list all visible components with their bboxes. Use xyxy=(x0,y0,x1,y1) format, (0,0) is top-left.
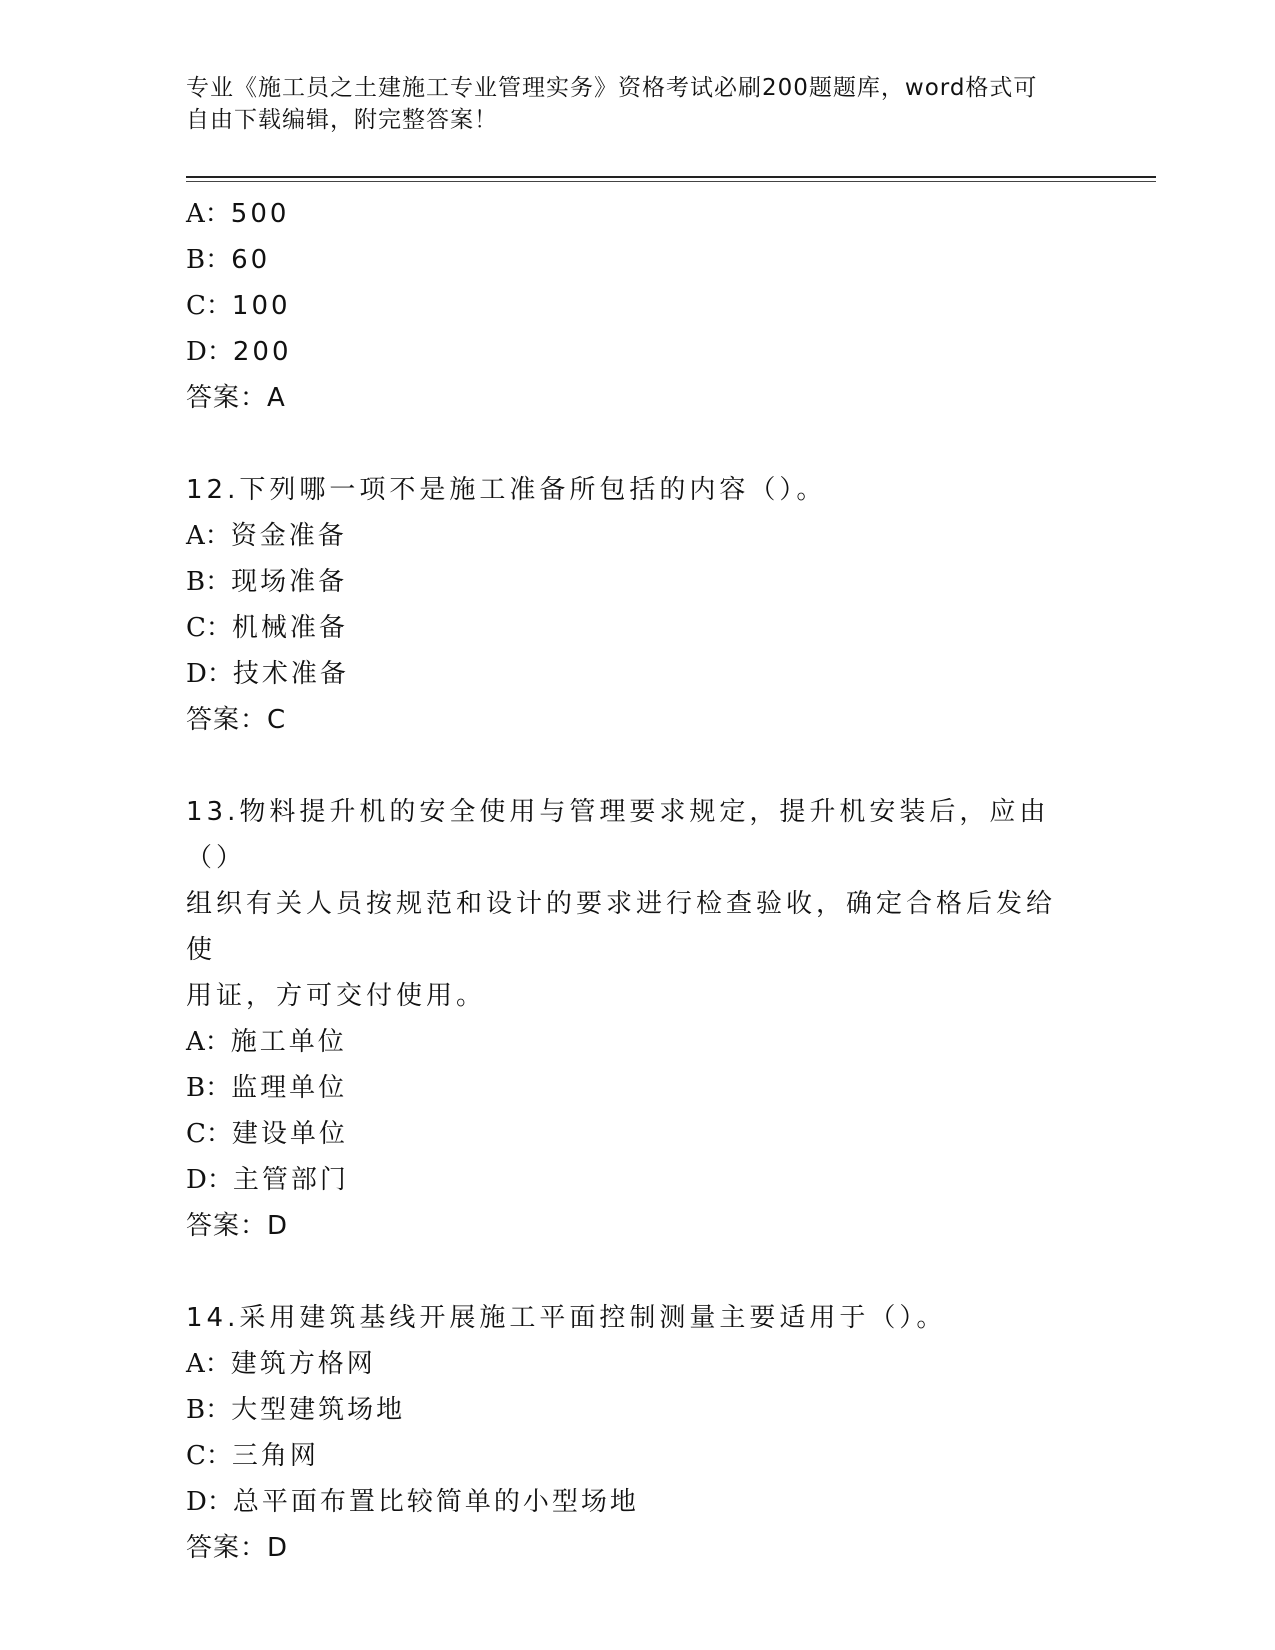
answer-line: 答案：C xyxy=(186,705,287,735)
question-text-line-1: 13.物料提升机的安全使用与管理要求规定，提升机安装后，应由（） xyxy=(186,797,1050,873)
header-line-1: 专业《施工员之土建施工专业管理实务》资格考试必刷200题题库，word格式可 xyxy=(186,75,1038,101)
question-block-11 xyxy=(186,191,1086,421)
option-b: B：监理单位 xyxy=(186,1073,348,1103)
option-d: D：主管部门 xyxy=(186,1165,349,1195)
option-b: B：大型建筑场地 xyxy=(186,1395,406,1425)
option-b: B：60 xyxy=(186,245,271,275)
header-rule-thin xyxy=(186,181,1156,182)
option-a: A：建筑方格网 xyxy=(186,1349,376,1379)
spacer xyxy=(186,421,1086,467)
answer-line: 答案：D xyxy=(186,1533,289,1563)
question-block-14 xyxy=(186,1295,1086,1571)
question-list xyxy=(186,191,1086,1571)
answer-line: 答案：D xyxy=(186,1211,289,1241)
option-d: D：技术准备 xyxy=(186,659,349,689)
answer-line: 答案：A xyxy=(186,383,286,413)
spacer xyxy=(186,1249,1086,1295)
spacer xyxy=(186,743,1086,789)
question-text-line-2: 组织有关人员按规范和设计的要求进行检查验收，确定合格后发给使 xyxy=(186,889,1057,965)
option-b: B：现场准备 xyxy=(186,567,348,597)
question-block-12 xyxy=(186,467,1086,743)
option-c: C：三角网 xyxy=(186,1441,319,1471)
question-text-line-3: 用证，方可交付使用。 xyxy=(186,981,487,1011)
option-c: C：建设单位 xyxy=(186,1119,348,1149)
option-d: D：200 xyxy=(186,337,292,367)
option-a: A：500 xyxy=(186,199,290,229)
question-text: 14.采用建筑基线开展施工平面控制测量主要适用于（）。 xyxy=(186,1303,947,1333)
header-rule-thick xyxy=(186,176,1156,178)
document-header xyxy=(186,72,1086,136)
option-a: A：资金准备 xyxy=(186,521,347,551)
option-c: C：机械准备 xyxy=(186,613,348,643)
option-a: A：施工单位 xyxy=(186,1027,347,1057)
question-text: 12.下列哪一项不是施工准备所包括的内容（）。 xyxy=(186,475,827,505)
question-block-13 xyxy=(186,789,1086,1249)
option-c: C：100 xyxy=(186,291,291,321)
option-d: D：总平面布置比较简单的小型场地 xyxy=(186,1487,639,1517)
header-line-2: 自由下载编辑，附完整答案！ xyxy=(186,107,498,133)
